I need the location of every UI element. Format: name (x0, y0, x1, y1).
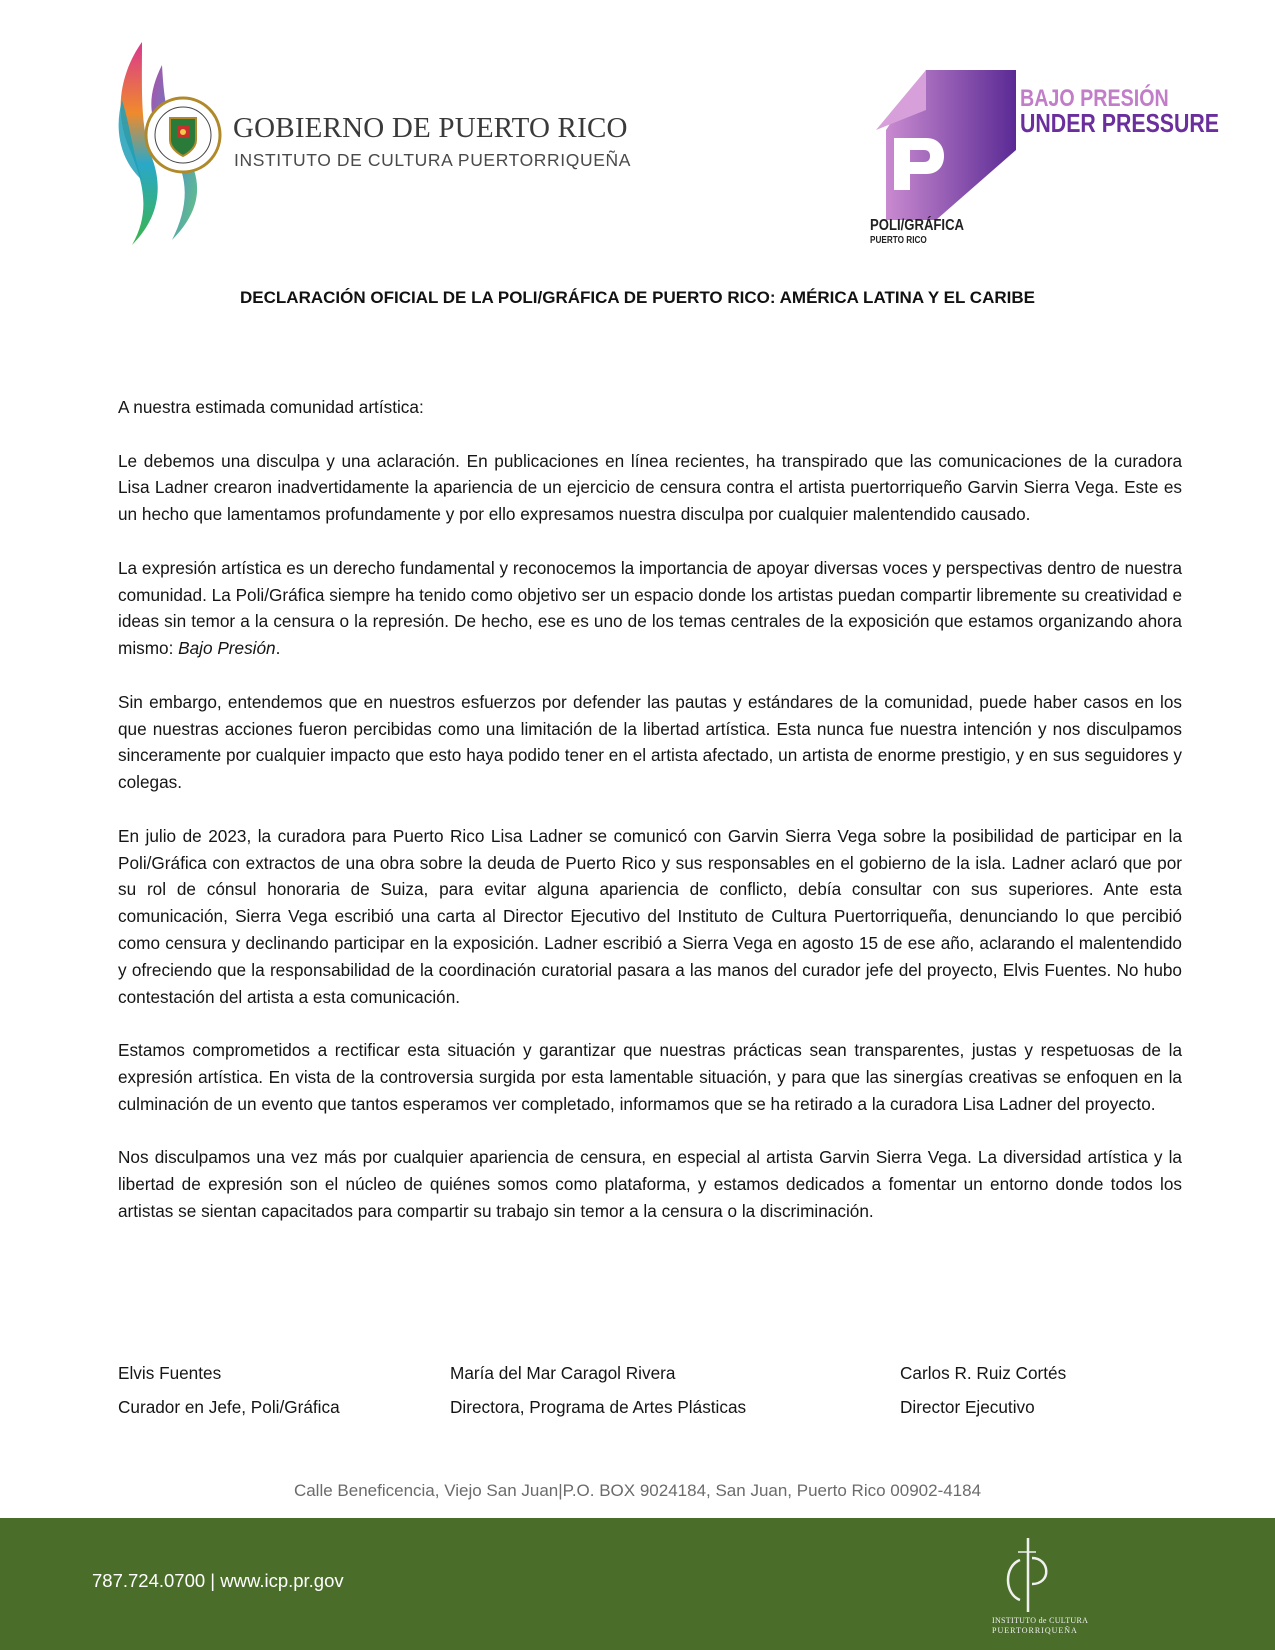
paragraph-5: Estamos comprometidos a rectificar esta situación y garantizar que nuestras prácticas sean transparentes, justas y respetuosas de la expresión artística. En vista de la controversia surgida por esta lamentable situación, y para que las sinergías creativas se enfoquen en la culminación de un evento que tantos esperamos ver completado, informamos que se ha retirado a la curadora Lisa Ladner del proyecto. (118, 1040, 1182, 1114)
signature-block-3 (900, 1356, 1066, 1424)
paragraph-3: Sin embargo, entendemos que en nuestros esfuerzos por defender las pautas y estándares de la comunidad, puede haber casos en los que nuestras acciones fueron percibidas como una limitación de la libertad artística. Esta nunca fue nuestra intención y nos disculpamos sinceramente por cualquier impacto que esto haya podido tener en el artista afectado, un artista de enorme prestigio, y en sus seguidores y colegas. (118, 691, 1182, 793)
bajo-presion-text: BAJO PRESIÓN (1020, 85, 1169, 112)
document-title: DECLARACIÓN OFICIAL DE LA POLI/GRÁFICA DE PUERTO RICO: AMÉRICA LATINA Y EL CARIBE (240, 288, 1035, 307)
signature-role: Curador en Jefe, Poli/Gráfica (118, 1397, 340, 1417)
paragraph-1: Le debemos una disculpa y una aclaración. En publicaciones en línea recientes, ha transpirado que las comunicaciones de la curadora Lisa Ladner crearon inadvertidamente la apariencia de un ejercicio de censura contra el artista puertorriqueño Garvin Sierra Vega. Este es un hecho que lamentamos profundamente y por ello expresamos nuestra disculpa por cualquier malentendido causado. (118, 450, 1182, 525)
poligrafica-puerto-rico-text: PUERTO RICO (870, 235, 927, 246)
signature-block-2 (450, 1356, 746, 1424)
signature-name: Elvis Fuentes (118, 1363, 222, 1383)
signature-name: Carlos R. Ruiz Cortés (900, 1363, 1067, 1383)
gov-name: GOBIERNO DE PUERTO RICO (233, 112, 628, 144)
greeting: A nuestra estimada comunidad artística: (118, 397, 424, 417)
paragraph-4: En julio de 2023, la curadora para Puerto Rico Lisa Ladner se comunicó con Garvin Sierra Vega sobre la posibilidad de participar en la Poli/Gráfica con extractos de una obra sobre la deuda de Puerto Rico y sus responsables en el gobierno de la isla. Ladner aclaró que por su rol de cónsul honoraria de Suiza, para evitar alguna apariencia de conflicto, debía consultar con sus superiores. Ante esta comunicación, Sierra Vega escribió una carta al Director Ejecutivo del Instituto de Cultura Puertorriqueña, denunciando lo que percibió como censura y declinando participar en la exposición. Ladner escribió a Sierra Vega en agosto 15 de ese año, aclarando el malentendido y ofreciendo que la responsabilidad de la coordinación curatorial pasara a las manos del curador jefe del proyecto, Elvis Fuentes. No hubo contestación del artista a esta comunicación. (118, 825, 1182, 1007)
footer-contact: 787.724.0700 | www.icp.pr.gov (92, 1570, 344, 1591)
footer-bar (0, 1518, 1275, 1650)
signature-role: Directora, Programa de Artes Plásticas (450, 1397, 747, 1417)
signature-name: María del Mar Caragol Rivera (450, 1363, 676, 1383)
exhibition-name: Bajo Presión (178, 638, 276, 659)
institute-name: INSTITUTO DE CULTURA PUERTORRIQUEÑA (234, 150, 631, 170)
letter-body (118, 394, 1182, 1225)
paragraph-2 (118, 555, 1182, 662)
signature-block-1 (118, 1356, 340, 1424)
signature-role: Director Ejecutivo (900, 1397, 1035, 1417)
postal-address: Calle Beneficencia, Viejo San Juan|P.O. BOX 9024184, San Juan, Puerto Rico 00902-4184 (293, 1481, 982, 1500)
paragraph-6: Nos disculpamos una vez más por cualquier apariencia de censura, en especial al artista Garvin Sierra Vega. La diversidad artística y la libertad de expresión son el núcleo de quiénes somos como plataforma, y estamos dedicados a fomentar un entorno donde todos los artistas se sientan capacitados para compartir su trabajo sin temor a la censura o la discriminación. (118, 1147, 1182, 1221)
poligrafica-text: POLI/GRÁFICA (870, 217, 965, 234)
puerto-rico-seal-icon (144, 96, 222, 174)
under-pressure-text: UNDER PRESSURE (1020, 108, 1220, 138)
paragraph-2-end: . (275, 638, 281, 659)
icp-text-line-1: INSTITUTO de CULTURA (992, 1616, 1089, 1625)
paragraph-2-text: La expresión artística es un derecho fundamental y reconocemos la importancia de apoyar diversas voces y perspectivas dentro de nuestra comunidad. La Poli/Gráfica siempre ha tenido como objetivo ser un espacio donde los artistas puedan compartir libremente su creatividad e ideas sin temor a la censura o la represión. De hecho, ese es uno de los temas centrales de la exposición que estamos organizando ahora mismo: (118, 557, 1182, 659)
icp-text-line-2: PUERTORRIQUEÑA (992, 1626, 1078, 1635)
